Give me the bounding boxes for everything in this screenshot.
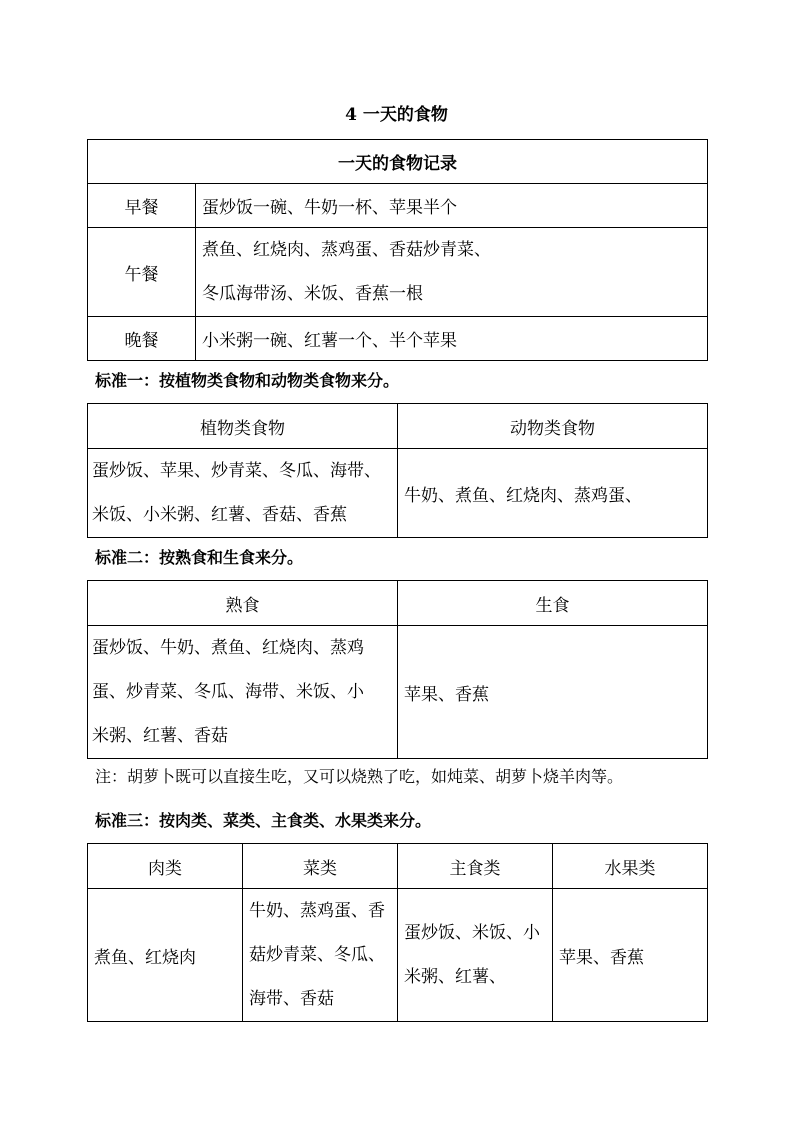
cell-line: 蛋炒饭、米饭、小	[404, 923, 540, 943]
cell-line: 蛋炒饭一碗、牛奶一杯、苹果半个	[202, 198, 457, 218]
meal-foods	[196, 228, 708, 317]
column-header: 水果类	[553, 844, 708, 889]
table-row	[88, 184, 708, 228]
meal-foods	[196, 184, 708, 228]
column-header: 植物类食物	[88, 404, 398, 449]
cell-line: 菇炒青菜、冬瓜、	[249, 945, 385, 965]
cell-line: 冬瓜海带汤、米饭、香蕉一根	[202, 284, 423, 304]
cell-line: 蛋、炒青菜、冬瓜、海带、米饭、小	[92, 682, 364, 702]
table-row	[88, 889, 708, 1022]
cell-line: 牛奶、蒸鸡蛋、香	[249, 901, 385, 921]
vegetable-cell	[243, 889, 398, 1022]
column-header: 肉类	[88, 844, 243, 889]
cell-line: 米粥、红薯、香菇	[92, 726, 228, 746]
column-header: 动物类食物	[398, 404, 708, 449]
table-row	[88, 228, 708, 317]
cell-line: 海带、香菇	[249, 989, 334, 1009]
table-row	[88, 626, 708, 759]
plant-foods-cell	[88, 449, 398, 538]
column-header: 熟食	[88, 581, 398, 626]
meal-label: 晚餐	[88, 317, 196, 361]
record-table-header: 一天的食物记录	[88, 140, 708, 184]
cell-line: 米饭、小米粥、红薯、香菇、香蕉	[92, 505, 347, 525]
table-row	[88, 317, 708, 361]
cell-line: 牛奶、煮鱼、红烧肉、蒸鸡蛋、	[404, 485, 642, 506]
cell-line: 蛋炒饭、牛奶、煮鱼、红烧肉、蒸鸡	[92, 638, 364, 658]
cell-line: 煮鱼、红烧肉、蒸鸡蛋、香菇炒青菜、	[202, 240, 491, 260]
column-header: 主食类	[398, 844, 553, 889]
daily-food-record-table	[87, 139, 708, 361]
cell-line: 苹果、香蕉	[559, 947, 644, 968]
column-header: 菜类	[243, 844, 398, 889]
page-title: 4 一天的食物	[345, 105, 448, 125]
cell-line: 蛋炒饭、苹果、炒青菜、冬瓜、海带、	[92, 461, 381, 481]
staple-cell	[398, 889, 553, 1022]
meal-label: 午餐	[88, 228, 196, 317]
standard3-heading: 标准三：按肉类、菜类、主食类、水果类来分。	[95, 811, 432, 830]
cell-line: 小米粥一碗、红薯一个、半个苹果	[202, 331, 457, 351]
meal-foods	[196, 317, 708, 361]
standard1-table	[87, 403, 708, 538]
standard1-heading: 标准一：按植物类食物和动物类食物来分。	[95, 371, 400, 390]
carrot-note: 注：胡萝卜既可以直接生吃，又可以烧熟了吃，如炖菜、胡萝卜烧羊肉等。	[95, 767, 624, 786]
cooked-foods-cell	[88, 626, 398, 759]
standard2-table	[87, 580, 708, 759]
animal-foods-cell	[398, 449, 708, 538]
column-header: 生食	[398, 581, 708, 626]
fruit-cell	[553, 889, 708, 1022]
raw-foods-cell	[398, 626, 708, 759]
standard2-heading: 标准二：按熟食和生食来分。	[95, 548, 304, 567]
meat-cell	[88, 889, 243, 1022]
cell-line: 煮鱼、红烧肉	[94, 947, 196, 968]
cell-line: 苹果、香蕉	[404, 684, 489, 705]
meal-label: 早餐	[88, 184, 196, 228]
cell-line: 米粥、红薯、	[404, 967, 506, 987]
table-row	[88, 449, 708, 538]
standard3-table	[87, 843, 708, 1022]
